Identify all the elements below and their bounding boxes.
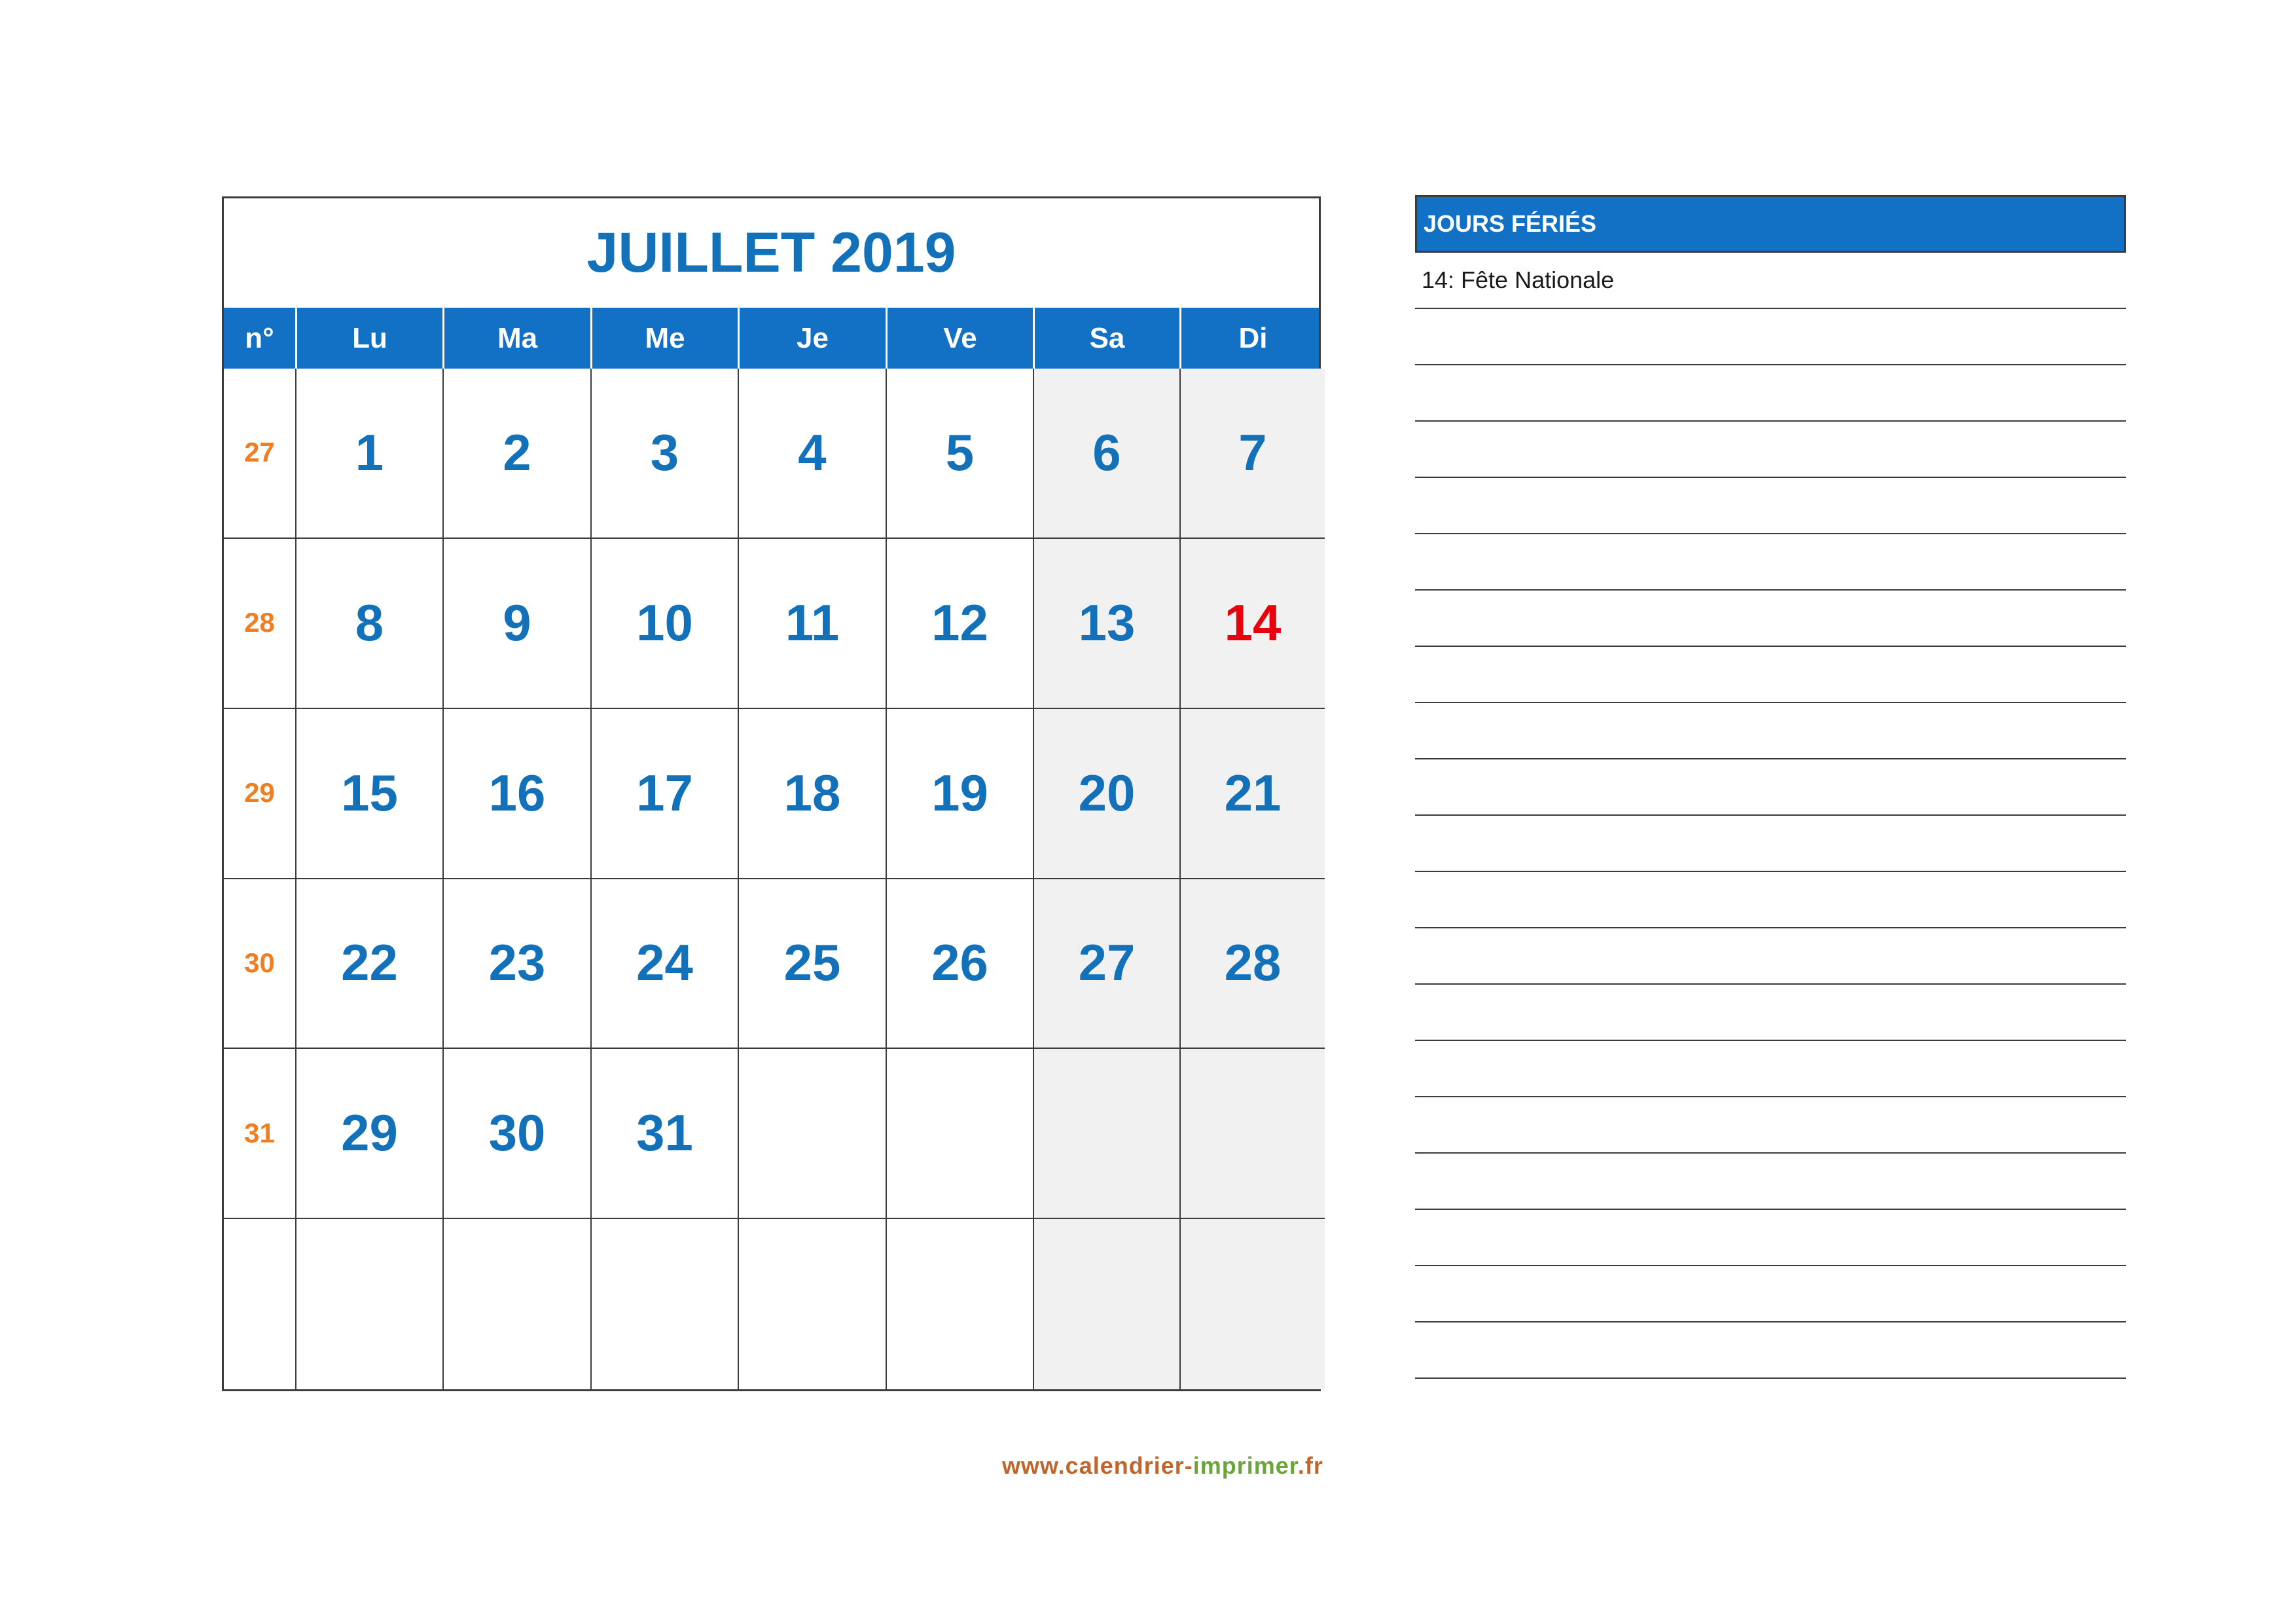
day-cell: 31 (590, 1049, 738, 1219)
weekday-header: Ve (886, 308, 1033, 369)
day-cell: 22 (295, 879, 442, 1049)
day-cell: 28 (1179, 879, 1325, 1049)
calendar-grid (224, 369, 1319, 1389)
day-cell (442, 1219, 590, 1389)
day-cell (886, 1049, 1033, 1219)
day-cell: 26 (886, 879, 1033, 1049)
day-cell: 4 (738, 369, 886, 539)
note-line (1415, 1266, 2126, 1322)
calendar (222, 196, 1321, 1391)
day-cell: 10 (590, 539, 738, 709)
day-cell (1179, 1049, 1325, 1219)
day-cell: 15 (295, 709, 442, 879)
note-line (1415, 309, 2126, 365)
note-line (1415, 1154, 2126, 1210)
day-cell: 12 (886, 539, 1033, 709)
day-cell: 24 (590, 879, 738, 1049)
note-line (1415, 1210, 2126, 1266)
day-cell: 19 (886, 709, 1033, 879)
holiday-day-cell: 14 (1179, 539, 1325, 709)
weekday-header: Je (738, 308, 886, 369)
day-cell: 17 (590, 709, 738, 879)
note-line (1415, 478, 2126, 534)
week-number: 31 (224, 1049, 295, 1219)
note-line (1415, 1041, 2126, 1097)
day-cell (1033, 1049, 1179, 1219)
week-number: 29 (224, 709, 295, 879)
week-number: 30 (224, 879, 295, 1049)
day-cell: 11 (738, 539, 886, 709)
day-cell (738, 1049, 886, 1219)
weekday-header: Di (1179, 308, 1325, 369)
day-cell: 7 (1179, 369, 1325, 539)
footer-url-part: .fr (1297, 1452, 1323, 1479)
day-cell: 27 (1033, 879, 1179, 1049)
note-line (1415, 816, 2126, 872)
day-cell: 8 (295, 539, 442, 709)
week-number: 27 (224, 369, 295, 539)
week-number: 28 (224, 539, 295, 709)
day-cell (1179, 1219, 1325, 1389)
day-cell (295, 1219, 442, 1389)
day-cell: 25 (738, 879, 886, 1049)
day-cell: 2 (442, 369, 590, 539)
day-cell: 3 (590, 369, 738, 539)
day-cell: 18 (738, 709, 886, 879)
day-cell: 9 (442, 539, 590, 709)
footer-url-part: www.calendrier- (1002, 1452, 1193, 1479)
holidays-header: JOURS FÉRIÉS (1415, 195, 2126, 253)
day-cell: 30 (442, 1049, 590, 1219)
note-line (1415, 985, 2126, 1041)
day-cell (738, 1219, 886, 1389)
day-cell: 29 (295, 1049, 442, 1219)
note-line (1415, 872, 2126, 928)
day-cell: 13 (1033, 539, 1179, 709)
weekday-header: Sa (1033, 308, 1179, 369)
day-cell (1033, 1219, 1179, 1389)
calendar-title: JUILLET 2019 (586, 221, 956, 284)
note-line (1415, 591, 2126, 647)
note-line (1415, 928, 2126, 985)
note-line (1415, 422, 2126, 478)
weekday-header: Lu (295, 308, 442, 369)
footer-url-part: imprimer (1193, 1452, 1298, 1479)
footer-url[interactable] (1002, 1452, 1323, 1480)
weekday-header: Me (590, 308, 738, 369)
week-number (224, 1219, 295, 1389)
note-line (1415, 759, 2126, 816)
holidays-panel (1415, 195, 2126, 1379)
day-cell: 1 (295, 369, 442, 539)
day-cell: 5 (886, 369, 1033, 539)
note-line (1415, 1097, 2126, 1154)
week-number-header: n° (245, 321, 274, 354)
day-cell (590, 1219, 738, 1389)
day-cell: 16 (442, 709, 590, 879)
day-cell: 6 (1033, 369, 1179, 539)
day-cell: 20 (1033, 709, 1179, 879)
day-cell (886, 1219, 1033, 1389)
weekday-header-row (224, 308, 1319, 369)
note-line (1415, 1322, 2126, 1379)
day-cell: 23 (442, 879, 590, 1049)
note-line (1415, 365, 2126, 422)
weekday-header: Ma (442, 308, 590, 369)
note-line (1415, 534, 2126, 591)
holiday-entry: 14: Fête Nationale (1415, 253, 2126, 309)
note-line (1415, 703, 2126, 759)
note-line (1415, 647, 2126, 703)
day-cell: 21 (1179, 709, 1325, 879)
